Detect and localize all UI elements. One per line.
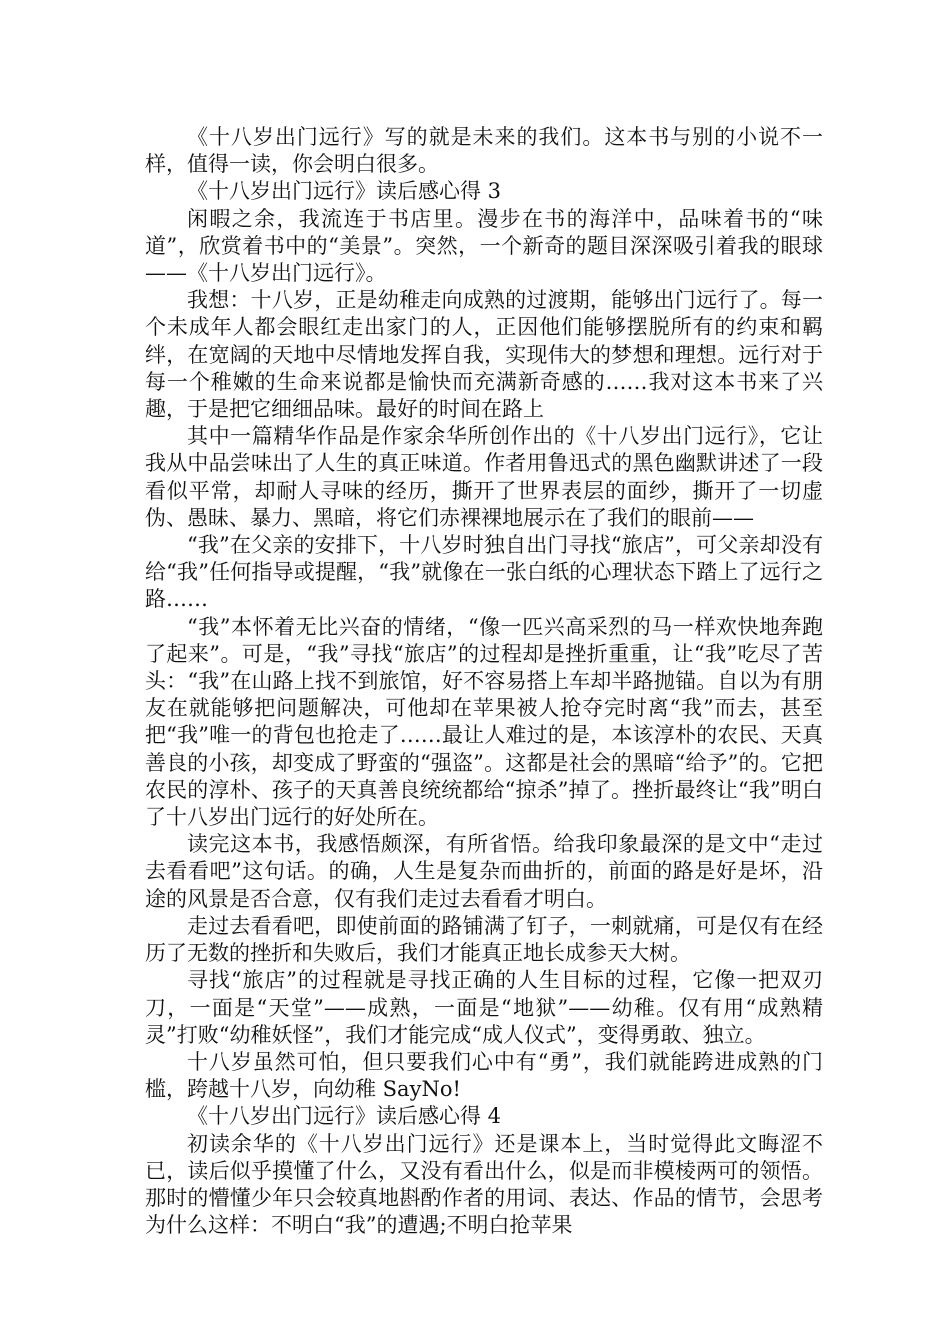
paragraph: 读完这本书，我感悟颇深，有所省悟。给我印象最深的是文中“走过去看看吧”这句话。的确，人生是复杂而曲折的，前面的路是好是坏，沿途的风景是否合意，仅有我们走过去看看才明白。 [145,832,823,911]
paragraph: 我想：十八岁，正是幼稚走向成熟的过渡期，能够出门远行了。每一个未成年人都会眼红走出家门的人，正因他们能够摆脱所有的约束和羁绊，在宽阔的天地中尽情地发挥自我，实现伟大的梦想和理想。远行对于每一个稚嫩的生命来说都是愉快而充满新奇感的……我对这本书来了兴趣，于是把它细细品味。最好的时间在路上 [145,288,823,422]
paragraph: “我”在父亲的安排下，十八岁时独自出门寻找“旅店”，可父亲却没有给“我”任何指导或提醒，“我”就像在一张白纸的心理状态下踏上了远行之路…… [145,533,823,612]
paragraph: 闲暇之余，我流连于书店里。漫步在书的海洋中，品味着书的“味道”，欣赏着书中的“美景”。突然，一个新奇的题目深深吸引着我的眼球——《十八岁出门远行》。 [145,206,823,286]
paragraph: “我”本怀着无比兴奋的情绪，“像一匹兴高采烈的马一样欢快地奔跑了起来”。可是，“我”寻找“旅店”的过程却是挫折重重，让“我”吃尽了苦头：“我”在山路上找不到旅馆，好不容易搭上车却半路抛锚。自以为有朋友在就能够把问题解决，可他却在苹果被人抢夺完时离“我”而去，甚至把“我”唯一的背包也抢走了……最让人难过的是，本该淳朴的农民、天真善良的小孩，却变成了野蛮的“强盗”。这都是社会的黑暗“给予”的。它把农民的淳朴、孩子的天真善良统统都给“掠杀”掉了。挫折最终让“我”明白了十八岁出门远行的好处所在。 [145,614,823,830]
paragraph: 初读余华的《十八岁出门远行》还是课本上，当时觉得此文晦涩不已，读后似乎摸懂了什么，又没有看出什么，似是而非模棱两可的领悟。那时的懵懂少年只会较真地斟酌作者的用词、表达、作品的情节，会思考为什么这样：不明白“我”的遭遇;不明白抢苹果 [145,1131,823,1238]
section-heading-3: 《十八岁出门远行》读后感心得 3 [187,179,502,204]
paragraph-intro-end: 《十八岁出门远行》写的就是未来的我们。这本书与别的小说不一样，值得一读，你会明白很多。 [145,125,823,177]
paragraph: 十八岁虽然可怕，但只要我们心中有“勇”，我们就能跨进成熟的门槛，跨越十八岁，向幼稚 SayNo! [145,1049,823,1102]
section-heading-4: 《十八岁出门远行》读后感心得 4 [187,1104,502,1129]
document-page [145,124,823,1239]
paragraph: 其中一篇精华作品是作家余华所创作出的《十八岁出门远行》，它让我从中品尝味出了人生的真正味道。作者用鲁迅式的黑色幽默讲述了一段看似平常，却耐人寻味的经历，撕开了世界表层的面纱，撕开了一切虚伪、愚昧、暴力、黑暗，将它们赤裸裸地展示在了我们的眼前—— [145,424,823,530]
paragraph: 寻找“旅店”的过程就是寻找正确的人生目标的过程，它像一把双刃刀，一面是“天堂”——成熟，一面是“地狱”——幼稚。仅有用“成熟精灵”打败“幼稚妖怪”，我们才能完成“成人仪式”，变得勇敢、独立。 [145,968,823,1047]
paragraph: 走过去看看吧，即使前面的路铺满了钉子，一刺就痛，可是仅有在经历了无数的挫折和失败后，我们才能真正地长成参天大树。 [145,913,823,966]
